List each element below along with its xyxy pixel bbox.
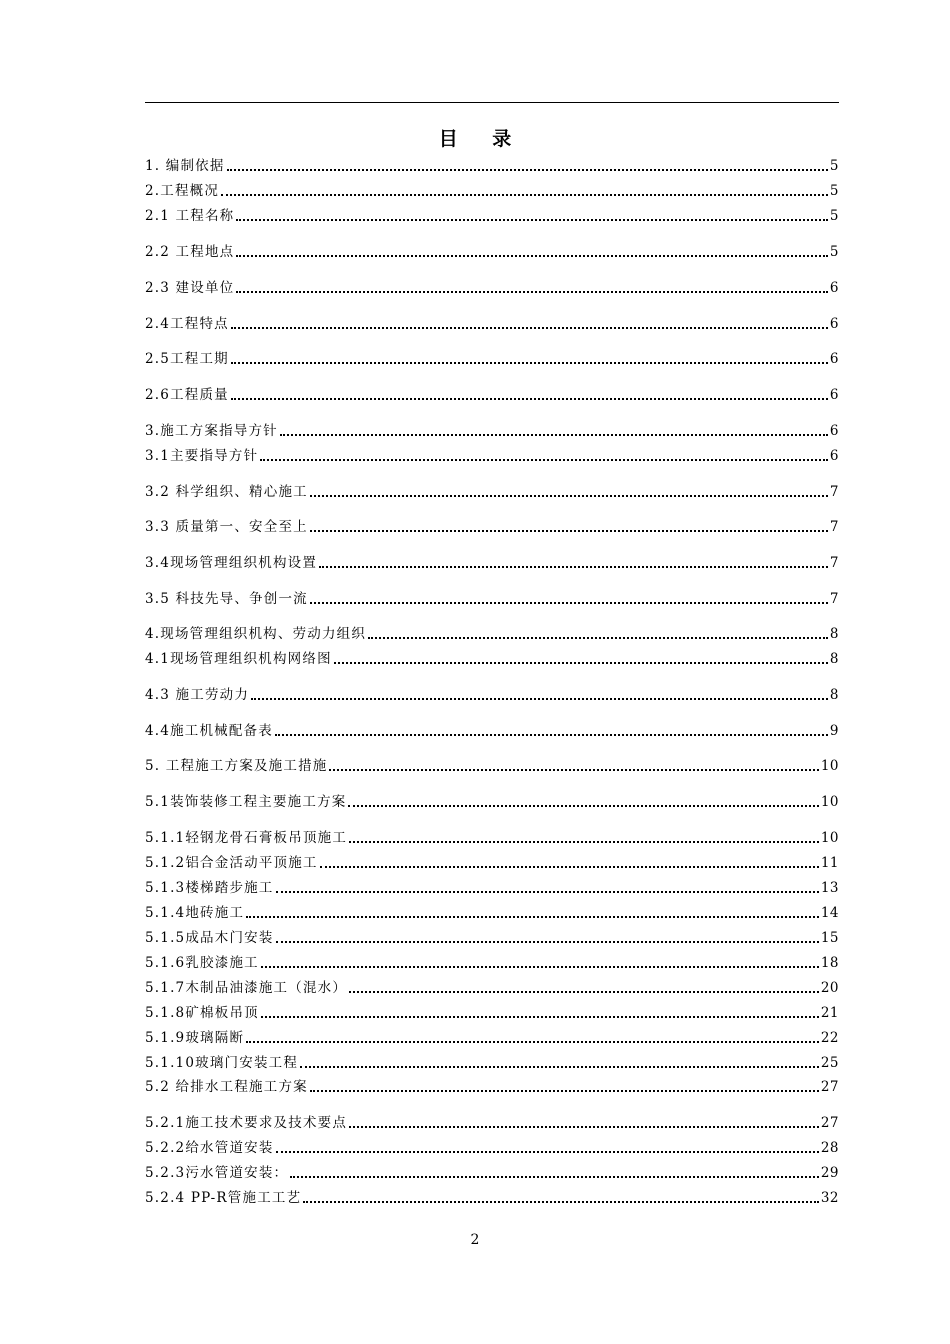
toc-entry-label: 5.1.10玻璃门安装工程 [145,1055,299,1071]
toc-entry-label: 5.1.1轻钢龙骨石膏板吊顶施工 [145,830,348,846]
toc-entry-label: 4.1现场管理组织机构网络图 [145,651,332,667]
toc-entry-page: 21 [820,1005,839,1021]
toc-entry-page: 13 [820,880,839,896]
toc-entry-page: 6 [829,387,839,403]
toc-entry-page: 6 [829,351,839,367]
page-number: 2 [470,1232,480,1248]
toc-entry-page: 6 [829,448,839,464]
toc-entry[interactable] [145,277,839,297]
toc-dot-leader [260,459,828,461]
toc-dot-leader [349,1126,819,1128]
toc-entry[interactable] [145,552,839,572]
toc-entry[interactable] [145,445,839,465]
toc-entry-page: 28 [820,1140,839,1156]
toc-dot-leader [310,530,828,532]
toc-entry-label: 5. 工程施工方案及施工措施 [145,758,328,774]
toc-entry-label: 1. 编制依据 [145,158,225,174]
toc-title: 目 录 [438,128,526,150]
toc-entry-label: 2.2 工程地点 [145,244,235,260]
toc-entry[interactable] [145,1112,839,1132]
toc-entry-page: 9 [829,723,839,739]
toc-entry-label: 5.2.4 PP-R管施工工艺 [145,1190,302,1206]
toc-entry[interactable] [145,1002,839,1022]
toc-entry-label: 5.1.5成品木门安装 [145,930,274,946]
toc-entry-page: 14 [820,905,839,921]
toc-entry-page: 6 [829,316,839,332]
toc-entry[interactable] [145,1052,839,1072]
toc-entry-label: 5.2 给排水工程施工方案 [145,1079,308,1095]
toc-entry-page: 10 [820,794,839,810]
toc-entry[interactable] [145,952,839,972]
toc-dot-leader [310,1090,819,1092]
toc-entry-label: 5.2.1施工技术要求及技术要点 [145,1115,348,1131]
toc-dot-leader [349,841,819,843]
toc-dot-leader [310,495,828,497]
toc-entry[interactable] [145,241,839,261]
toc-entry[interactable] [145,384,839,404]
toc-entry[interactable] [145,155,839,175]
toc-entry-label: 5.1.9玻璃隔断 [145,1030,245,1046]
toc-entry-label: 5.1装饰装修工程主要施工方案 [145,794,347,810]
toc-entry-page: 10 [820,830,839,846]
toc-dot-leader [236,291,828,293]
toc-entry-label: 5.1.2铝合金活动平顶施工 [145,855,318,871]
toc-entry-page: 7 [829,519,839,535]
toc-dot-leader [231,362,828,364]
toc-entry[interactable] [145,205,839,225]
toc-entry[interactable] [145,877,839,897]
toc-entry-label: 3.2 科学组织、精心施工 [145,484,308,500]
toc-dot-leader [246,1041,819,1043]
toc-dot-leader [236,255,828,257]
toc-entry-page: 6 [829,423,839,439]
toc-entry-page: 7 [829,591,839,607]
toc-dot-leader [221,194,828,196]
toc-dot-leader [348,805,818,807]
toc-entry-page: 7 [829,555,839,571]
toc-entry-label: 3.5 科技先导、争创一流 [145,591,308,607]
toc-entry-label: 4.3 施工劳动力 [145,687,250,703]
toc-entry[interactable] [145,348,839,368]
toc-entry-label: 5.1.8矿棉板吊顶 [145,1005,259,1021]
toc-entry-label: 3.3 质量第一、安全至上 [145,519,308,535]
toc-dot-leader [290,1176,819,1178]
toc-dot-leader [227,169,828,171]
toc-dot-leader [261,966,819,968]
toc-dot-leader [329,769,818,771]
toc-entry-label: 5.2.2给水管道安装 [145,1140,274,1156]
toc-entry-page: 5 [829,183,839,199]
toc-entry[interactable] [145,1162,839,1182]
toc-entry[interactable] [145,648,839,668]
toc-entry-page: 27 [820,1079,839,1095]
toc-entry-label: 5.1.4地砖施工 [145,905,245,921]
toc-entry[interactable] [145,516,839,536]
toc-entry-page: 27 [820,1115,839,1131]
toc-entry[interactable] [145,1076,839,1096]
toc-entry[interactable] [145,1187,839,1207]
toc-entry[interactable] [145,420,839,440]
toc-entry-label: 2.1 工程名称 [145,208,235,224]
toc-entry-label: 2.6工程质量 [145,387,229,403]
toc-dot-leader [251,698,828,700]
toc-entry[interactable] [145,977,839,997]
toc-dot-leader [276,941,819,943]
toc-entry-page: 8 [829,687,839,703]
toc-dot-leader [246,916,819,918]
toc-entry[interactable] [145,852,839,872]
toc-entry[interactable] [145,588,839,608]
toc-dot-leader [280,434,828,436]
toc-dot-leader [310,602,828,604]
toc-entry-label: 5.2.3污水管道安装： [145,1165,289,1181]
toc-entry[interactable] [145,481,839,501]
toc-entry[interactable] [145,902,839,922]
toc-dot-leader [300,1066,819,1068]
toc-dot-leader [276,891,819,893]
toc-entry-label: 5.1.3楼梯踏步施工 [145,880,274,896]
toc-entry[interactable] [145,827,839,847]
toc-entry-page: 11 [820,855,839,871]
toc-dot-leader [319,566,828,568]
toc-entry-page: 8 [829,626,839,642]
toc-dot-leader [349,991,819,993]
toc-dot-leader [368,637,828,639]
toc-entry[interactable] [145,720,839,740]
toc-entry[interactable] [145,791,839,811]
toc-entry-page: 20 [820,980,839,996]
toc-entry-label: 2.工程概况 [145,183,220,199]
toc-entry-page: 15 [820,930,839,946]
toc-entry-label: 3.施工方案指导方针 [145,423,278,439]
toc-entry-label: 2.3 建设单位 [145,280,235,296]
toc-dot-leader [320,866,819,868]
toc-dot-leader [276,1151,819,1153]
toc-entry[interactable] [145,684,839,704]
toc-entry-page: 29 [820,1165,839,1181]
toc-dot-leader [231,327,828,329]
toc-entry-label: 4.现场管理组织机构、劳动力组织 [145,626,367,642]
toc-entry-label: 5.1.7木制品油漆施工（混水） [145,980,348,996]
toc-entry-label: 2.4工程特点 [145,316,229,332]
toc-list [145,0,839,1344]
toc-dot-leader [303,1201,819,1203]
toc-entry[interactable] [145,313,839,333]
toc-entry-label: 3.1主要指导方针 [145,448,259,464]
toc-entry-page: 10 [820,758,839,774]
toc-entry-page: 32 [820,1190,839,1206]
toc-entry-page: 7 [829,484,839,500]
toc-entry-label: 3.4现场管理组织机构设置 [145,555,318,571]
toc-entry-page: 25 [820,1055,839,1071]
toc-entry-page: 8 [829,651,839,667]
toc-dot-leader [275,734,828,736]
toc-entry-page: 18 [820,955,839,971]
toc-entry[interactable] [145,623,839,643]
toc-entry-page: 5 [829,208,839,224]
toc-dot-leader [261,1016,819,1018]
toc-entry[interactable] [145,180,839,200]
toc-entry-label: 2.5工程工期 [145,351,229,367]
toc-entry-page: 5 [829,244,839,260]
toc-entry-page: 6 [829,280,839,296]
toc-entry[interactable] [145,927,839,947]
toc-entry[interactable] [145,755,839,775]
toc-dot-leader [236,219,828,221]
toc-entry-page: 22 [820,1030,839,1046]
toc-entry[interactable] [145,1137,839,1157]
toc-entry-label: 5.1.6乳胶漆施工 [145,955,259,971]
toc-dot-leader [334,662,828,664]
toc-dot-leader [231,398,828,400]
toc-entry-page: 5 [829,158,839,174]
toc-entry[interactable] [145,1027,839,1047]
toc-entry-label: 4.4施工机械配备表 [145,723,273,739]
